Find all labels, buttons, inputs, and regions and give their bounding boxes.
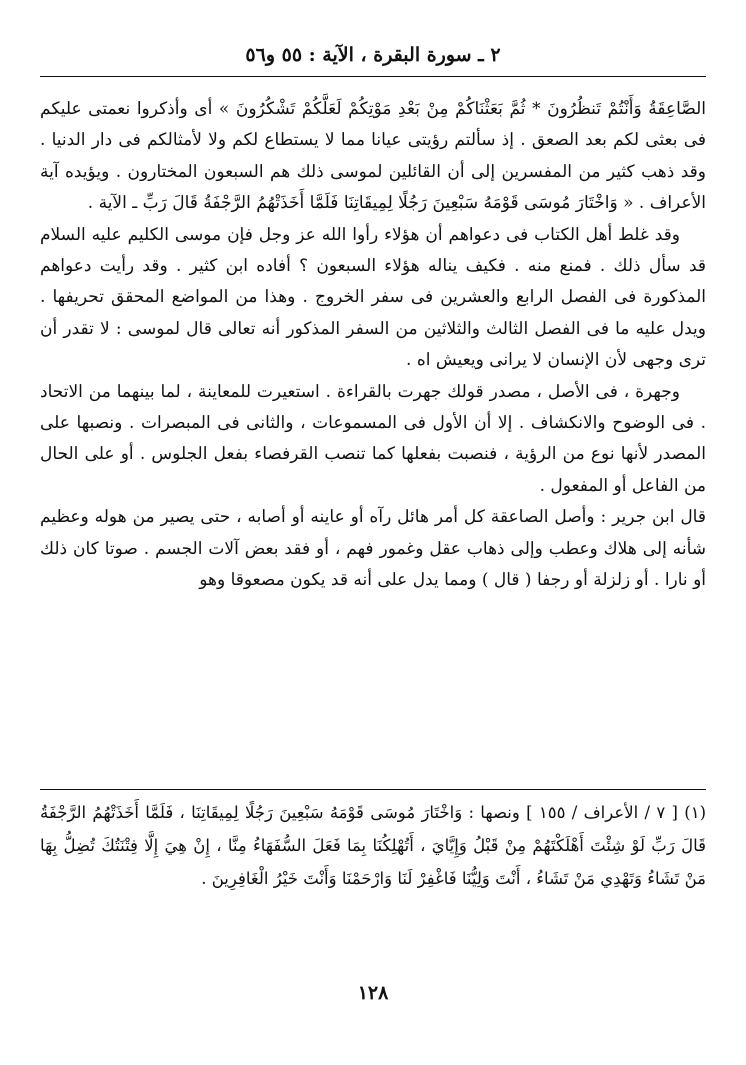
header-rule (40, 76, 706, 77)
footnote-rule (40, 789, 706, 790)
paragraph: وقد غلط أهل الكتاب فى دعواهم أن هؤلاء رأوا الله عز وجل فإن موسى الكليم عليه السلام قد سأل ذلك . فمنع منه . فكيف يناله هؤلاء السبعون ؟ أفاده ابن كثير . وقد رأيت دعواهم المذكورة فى الفصل الرابع والعشرين فى سفر الخروج . وهذا من المواضع المحقق تحريفها . ويدل عليه ما فى الفصل الثالث والثلاثين من السفر المذكور أنه تعالى قال لموسى : لا تقدر أن ترى وجهى لأن الإنسان لا يرانى ويعيش اه . (40, 224, 706, 371)
footnote-text: (١) [ ٧ / الأعراف / ١٥٥ ] ونصها : وَاخْتَارَ مُوسَى قَوْمَهُ سَبْعِينَ رَجُلًا لِمِيقَاتِنَا ، فَلَمَّا أَخَذَتْهُمُ الرَّجْفَةُ قَالَ رَبِّ لَوْ شِئْتَ أَهْلَكْتَهُمْ مِنْ قَبْلُ وَإِيَّايَ ، أَتُهْلِكُنَا بِمَا فَعَلَ السُّفَهَاءُ مِنَّا ، إِنْ هِيَ إِلَّا فِتْنَتُكَ تُضِلُّ بِهَا مَنْ تَشَاءُ وَتَهْدِي مَنْ تَشَاءُ ، أَنْتَ وَلِيُّنَا فَاغْفِرْ لَنَا وَارْحَمْنَا وَأَنْتَ خَيْرُ الْغَافِرِينَ . (40, 803, 706, 888)
paragraph: قال ابن جرير : وأصل الصاعقة كل أمر هائل رآه أو عاينه أو أصابه ، حتى يصير من هوله وعظيم شأنه إلى هلاك وعطب وإلى ذهاب عقل وغمور فهم ، أو فقد بعض آلات الجسم . صوتا كان ذلك أو نارا . أو زلزلة أو رجفا ( قال ) ومما يدل على أنه قد يكون مصعوقا وهو (40, 507, 706, 591)
page-number: ١٢٨ (357, 982, 389, 1004)
paragraph: وجهرة ، فى الأصل ، مصدر قولك جهرت بالقراءة . استعيرت للمعاينة ، لما بينهما من الاتحاد . فى الوضوح والانكشاف . إلا أن الأول فى المسموعات ، والثانى فى المبصرات . ونصبها على المصدر لأنها نوع من الرؤية ، فنصبت بفعلها كما تنصب القرفصاء بفعل الجلوس . أو على الحال من الفاعل أو المفعول . (40, 381, 706, 496)
footnote (40, 796, 706, 895)
main-text (40, 94, 706, 597)
paragraph: الصَّاعِقَةُ وَأَنْتُمْ تَنظُرُونَ * ثُمَّ بَعَثْنَاكُمْ مِنْ بَعْدِ مَوْتِكُمْ لَعَلَّكُمْ تَشْكُرُونَ » أى وأذكروا نعمتى عليكم فى بعثى لكم بعد الصعق . إذ سألتم رؤيتى عيانا مما لا يستطاع لكم ولا لأمثالكم فى دار الدنيا . وقد ذهب كثير من المفسرين إلى أن القائلين لموسى ذلك هم السبعون المختارون . ويؤيده آية الأعراف . « وَاخْتَارَ مُوسَى قَوْمَهُ سَبْعِينَ رَجُلًا لِمِيقَاتِنَا فَلَمَّا أَخَذَتْهُمُ الرَّجْفَةُ قَالَ رَبِّ ـ الآية . (40, 99, 706, 214)
running-head: ٢ ـ سورة البقرة ، الآية : ٥٥ و٥٦ (245, 44, 501, 66)
